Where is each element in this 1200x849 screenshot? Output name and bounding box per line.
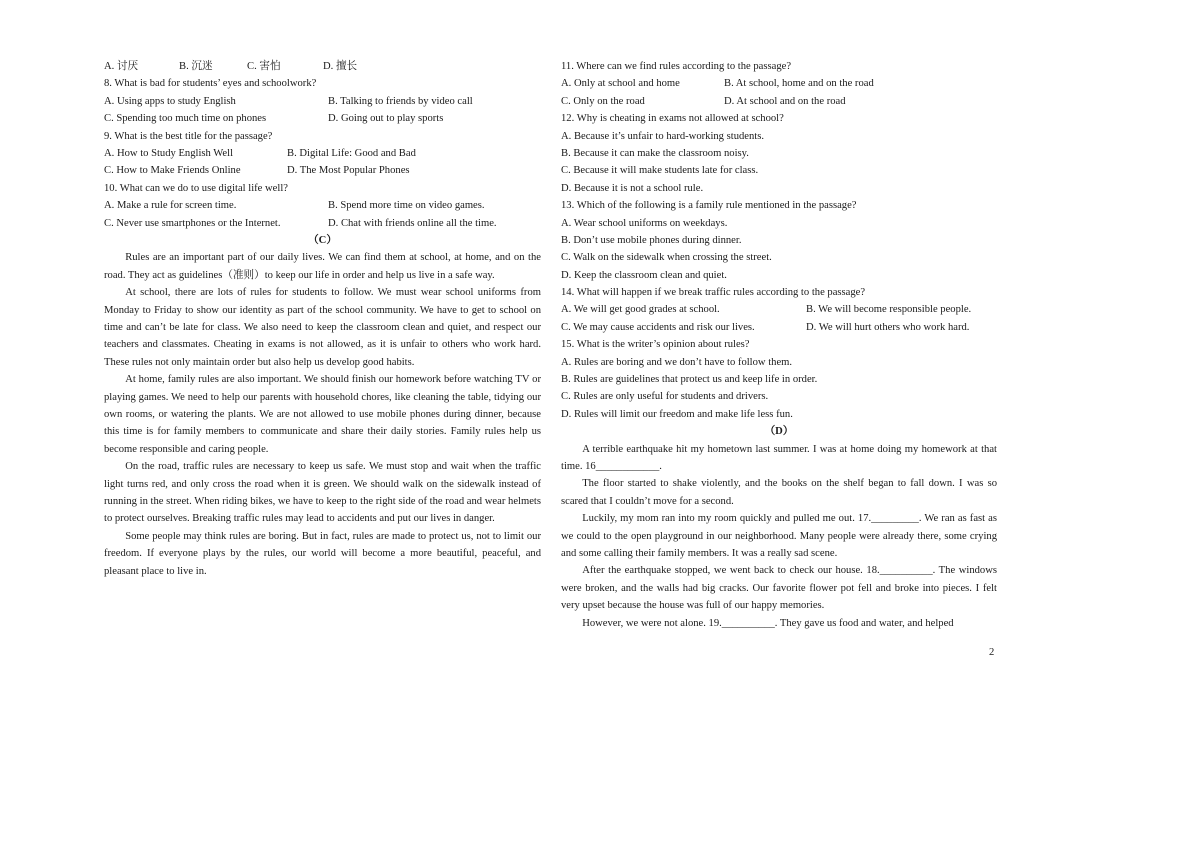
q9-option-a: A. How to Study English Well: [104, 147, 234, 159]
q13-stem: 13. Which of the following is a family rule mentioned in the passage?: [561, 200, 857, 212]
q15-option-c: C. Rules are only useful for students and drivers.: [561, 391, 769, 403]
q7-option-b: B. 沉迷: [179, 61, 213, 72]
q7-option-d: D. 擅长: [323, 61, 358, 72]
q8-option-c: C. Spending too much time on phones: [104, 113, 267, 125]
q14-option-a: A. We will get good grades at school.: [561, 304, 720, 316]
q7-options: [104, 58, 541, 75]
q8-option-d: D. Going out to play sports: [328, 113, 444, 125]
passage-d-paragraph-2: The floor started to shake violently, and the books on the shelf began to fall down. I was so scared that I couldn’t move for a second.: [561, 478, 997, 507]
q15-option-a: A. Rules are boring and we don’t have to follow them.: [561, 356, 793, 368]
q14-option-d: D. We will hurt others who work hard.: [806, 321, 970, 333]
q10-stem: 10. What can we do to use digital life well?: [104, 182, 288, 194]
q9-option-d: D. The Most Popular Phones: [287, 165, 410, 177]
q14-options-cd: [561, 319, 997, 336]
q7-option-a: A. 讨厌: [104, 61, 139, 72]
q8-option-b: B. Talking to friends by video call: [328, 95, 473, 107]
q8-stem: 8. What is bad for students’ eyes and schoolwork?: [104, 78, 317, 90]
q9-options-ab: [104, 145, 541, 162]
q14-option-c: C. We may cause accidents and risk our lives.: [561, 321, 755, 333]
section-d-heading: （D）: [764, 426, 794, 438]
q11-options-ab: [561, 75, 997, 92]
q15-option-b: B. Rules are guidelines that protect us and keep life in order.: [561, 374, 818, 386]
q9-option-c: C. How to Make Friends Online: [104, 165, 241, 177]
passage-d-paragraph-4: After the earthquake stopped, we went back to check our house. 18.__________. The windows were broken, and the walls had big cracks. Our favorite flower pot fell and broke into pieces. I felt very upset because the house was full of our happy memories.: [561, 565, 997, 612]
q13-option-d: D. Keep the classroom clean and quiet.: [561, 269, 727, 281]
q12-option-c: C. Because it will make students late for class.: [561, 165, 759, 177]
q10-option-a: A. Make a rule for screen time.: [104, 200, 237, 212]
q11-option-b: B. At school, home and on the road: [724, 78, 874, 90]
q15-stem: 15. What is the writer’s opinion about rules?: [561, 339, 750, 351]
q12-option-b: B. Because it can make the classroom noisy.: [561, 147, 749, 159]
q12-stem: 12. Why is cheating in exams not allowed at school?: [561, 113, 784, 125]
q11-stem: 11. Where can we find rules according to the passage?: [561, 61, 792, 72]
q8-options-cd: [104, 110, 541, 127]
q13-option-b: B. Don’t use mobile phones during dinner.: [561, 234, 742, 246]
page-number: 2: [989, 647, 995, 658]
q11-options-cd: [561, 93, 997, 110]
passage-d-paragraph-3: Luckily, my mom ran into my room quickly and pulled me out. 17._________. We ran as fast as we could to the open playground in our neighborhood. Many people were already there, some crying and some calling their family members. It was a really sad scene.: [561, 513, 997, 560]
q11-option-c: C. Only on the road: [561, 95, 645, 107]
q8-options-ab: [104, 93, 541, 110]
q11-option-d: D. At school and on the road: [724, 95, 846, 107]
section-c-heading: （C）: [308, 234, 337, 246]
passage-d-paragraph-1: A terrible earthquake hit my hometown last summer. I was at home doing my homework at that time. 16____________.: [561, 443, 997, 472]
q14-option-b: B. We will become responsible people.: [806, 304, 972, 316]
q9-stem: 9. What is the best title for the passage?: [104, 130, 273, 142]
q8-option-a: A. Using apps to study English: [104, 95, 236, 107]
passage-c-paragraph-5: Some people may think rules are boring. But in fact, rules are made to protect us, not to limit our freedom. If everyone plays by the rules, our world will become a more beautiful, peaceful, and pleasant place to live in.: [104, 530, 541, 577]
q10-option-c: C. Never use smartphones or the Internet.: [104, 217, 281, 229]
q9-options-cd: [104, 162, 541, 179]
q14-options-ab: [561, 301, 997, 318]
left-column: [104, 58, 541, 580]
right-column: [561, 58, 997, 632]
q11-option-a: A. Only at school and home: [561, 78, 680, 90]
q10-options-ab: [104, 197, 541, 214]
q10-option-d: D. Chat with friends online all the time.: [328, 217, 497, 229]
q15-option-d: D. Rules will limit our freedom and make life less fun.: [561, 408, 793, 420]
q12-option-d: D. Because it is not a school rule.: [561, 182, 704, 194]
q7-option-c: C. 害怕: [247, 61, 281, 72]
q12-option-a: A. Because it’s unfair to hard-working students.: [561, 130, 765, 142]
q13-option-a: A. Wear school uniforms on weekdays.: [561, 217, 728, 229]
q13-option-c: C. Walk on the sidewalk when crossing the street.: [561, 252, 772, 264]
q9-option-b: B. Digital Life: Good and Bad: [287, 147, 416, 159]
q14-stem: 14. What will happen if we break traffic rules according to the passage?: [561, 287, 866, 299]
passage-c-paragraph-3: At home, family rules are also important. We should finish our homework before watching TV or playing games. We need to help our parents with household chores, like cleaning the table, tidying our own rooms, or watering the plants. We are not allowed to use mobile phones during dinner, because this time is for family members to communicate and share their daily stories. Family rules help us become responsible and caring people.: [104, 374, 541, 455]
passage-c-paragraph-1: Rules are an important part of our daily lives. We can find them at school, at home, and on the road. They act as guidelines（准则）to keep our life in order and help us live in a safe way.: [104, 252, 541, 281]
passage-c-paragraph-2: At school, there are lots of rules for students to follow. We must wear school uniforms from Monday to Friday to show our identity as part of the school community. We have to get to school on time and can’t be late for class. We also need to keep the classroom clean and quiet, and respect our teachers and classmates. Cheating in exams is not allowed, as it is unfair to others who work hard. These rules not only maintain order but also help us develop good habits.: [104, 287, 541, 368]
q10-options-cd: [104, 215, 541, 232]
passage-d-paragraph-5: However, we were not alone. 19.__________. They gave us food and water, and helped: [582, 617, 954, 629]
q10-option-b: B. Spend more time on video games.: [328, 200, 485, 212]
passage-c-paragraph-4: On the road, traffic rules are necessary to keep us safe. We must stop and wait when the traffic light turns red, and only cross the road when it is green. We should walk on the sidewalk instead of running in the street. When riding bikes, we have to keep to the right side of the road and wear helmets to protect ourselves. Breaking traffic rules may lead to accidents and put our lives in danger.: [104, 461, 541, 525]
